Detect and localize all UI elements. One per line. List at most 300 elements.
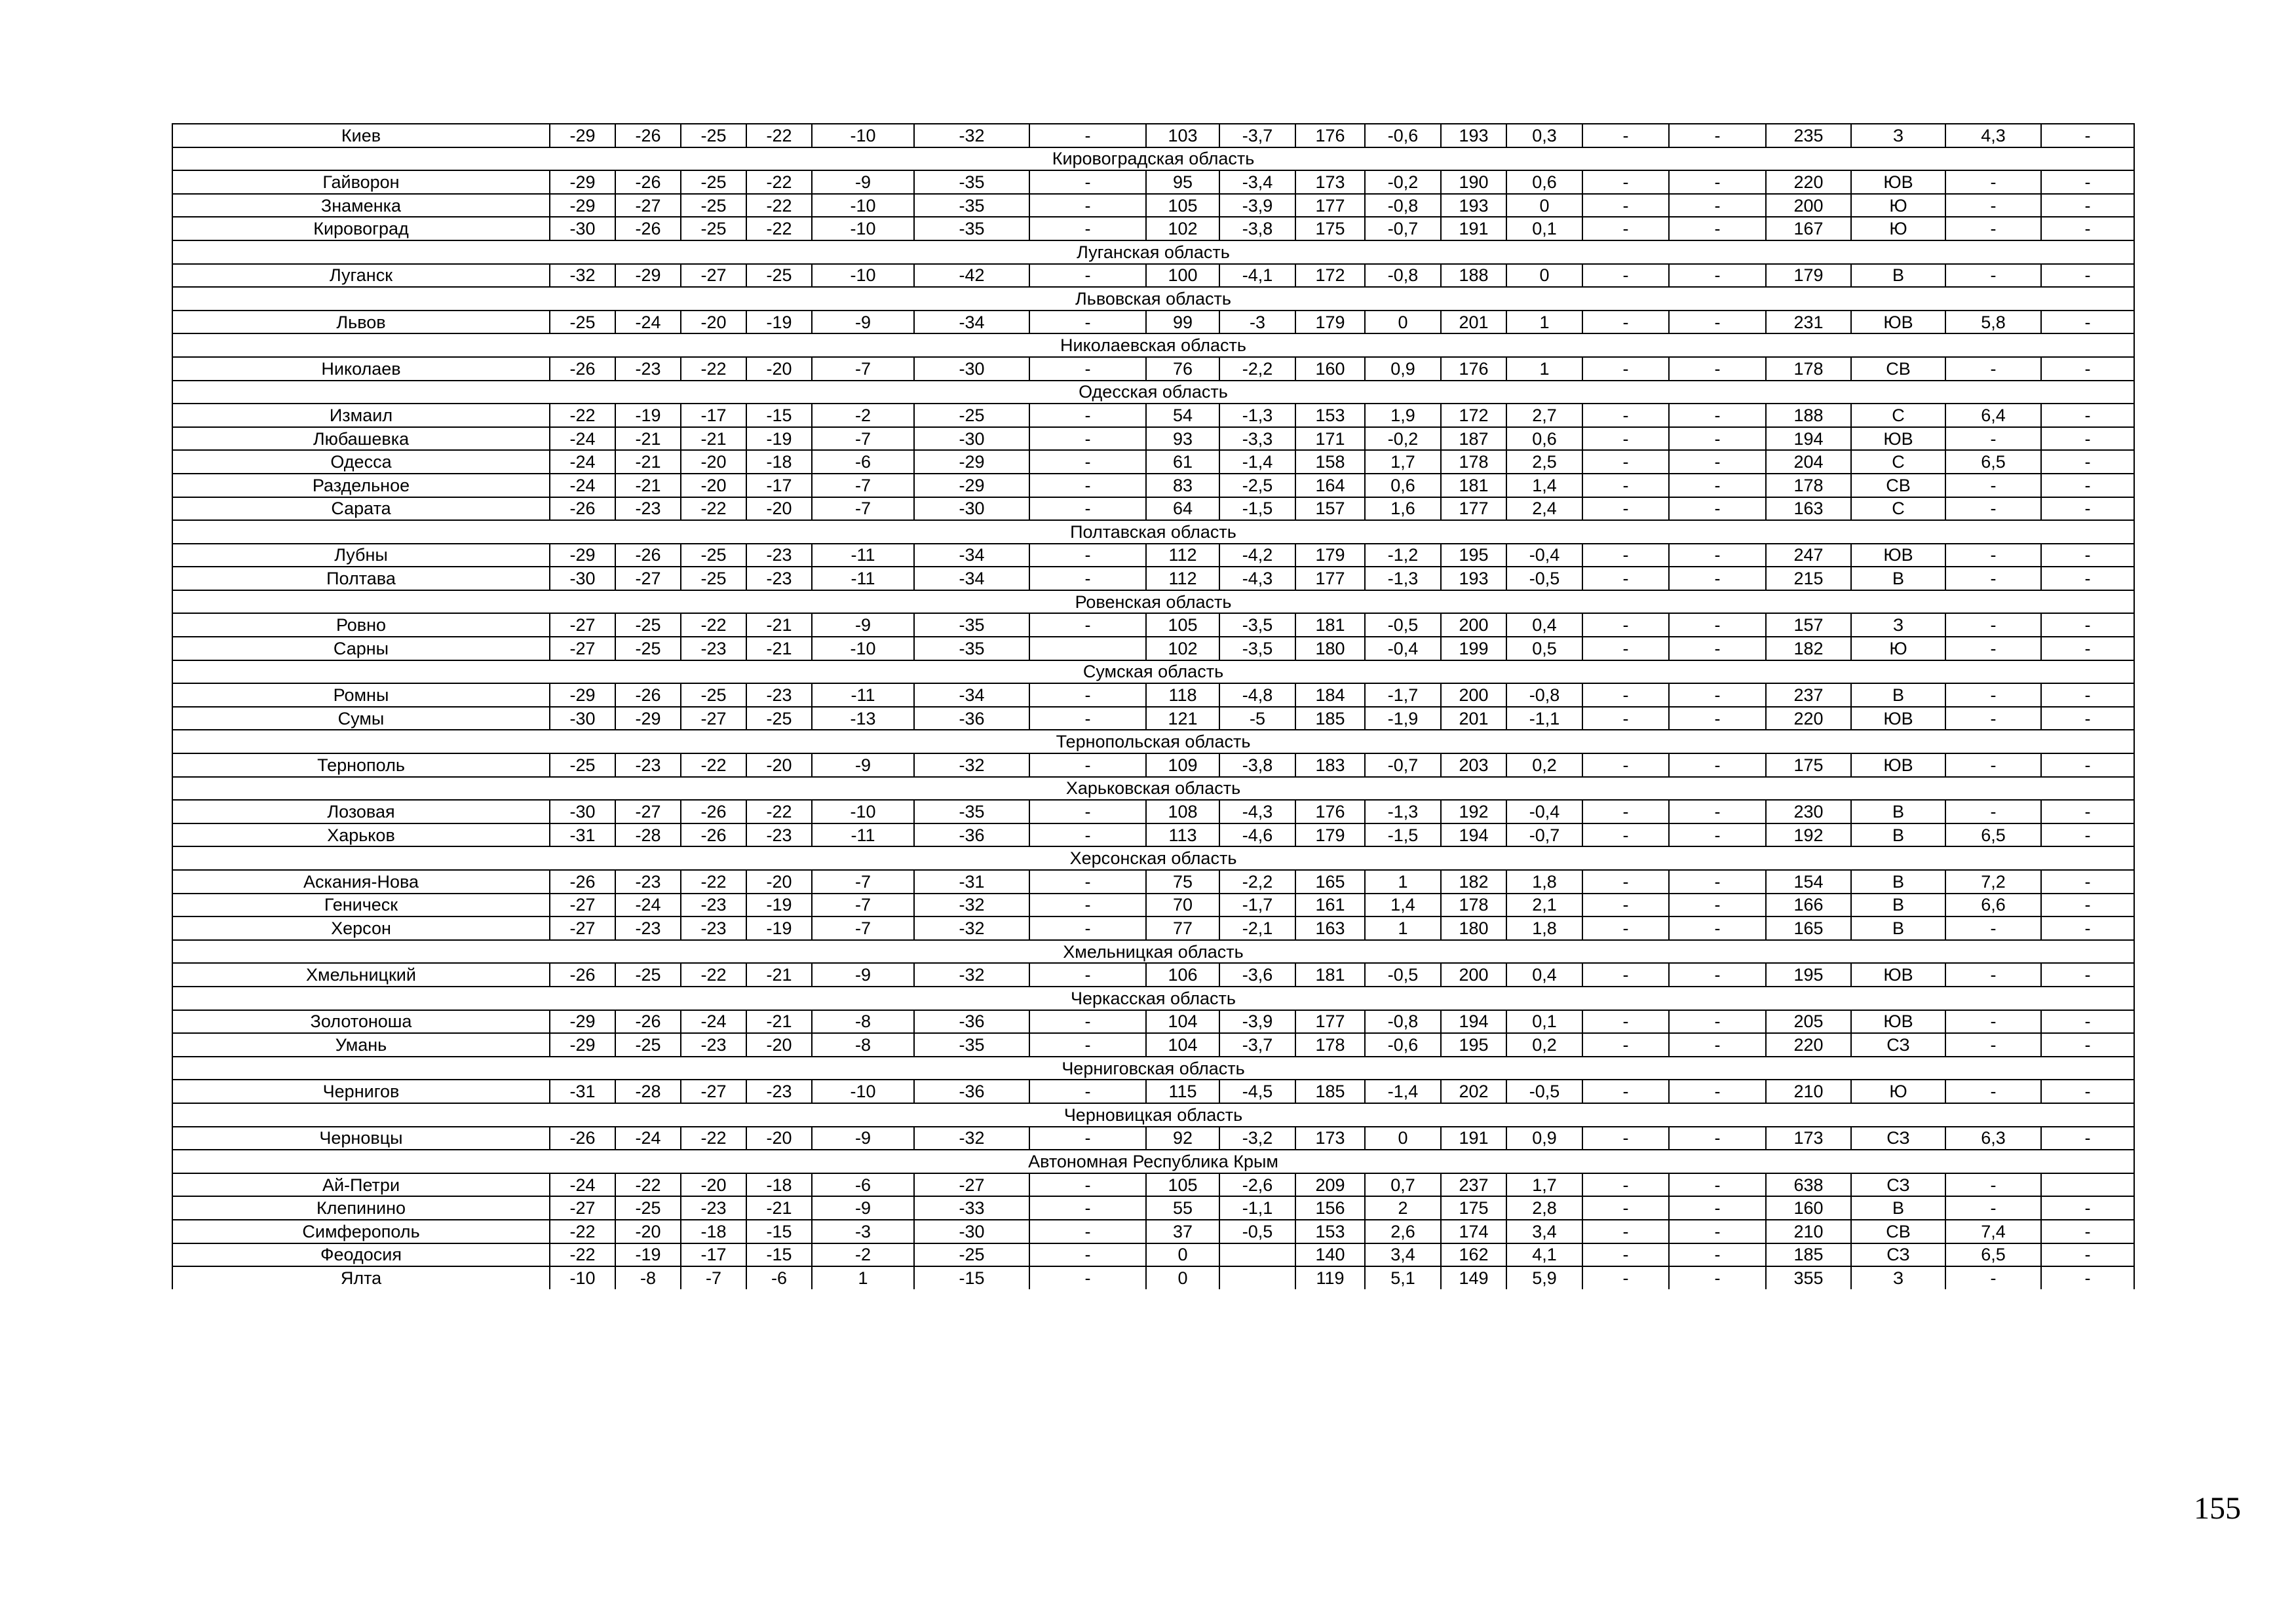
value-cell: -3,5 bbox=[1219, 613, 1295, 637]
value-cell: 176 bbox=[1295, 124, 1365, 147]
value-cell: 4,1 bbox=[1506, 1243, 1582, 1267]
value-cell: - bbox=[1029, 194, 1146, 217]
value-cell: -9 bbox=[812, 1127, 914, 1150]
value-cell: -25 bbox=[681, 544, 746, 567]
value-cell: 178 bbox=[1766, 474, 1851, 497]
value-cell: -26 bbox=[550, 963, 615, 987]
value-cell: 161 bbox=[1295, 894, 1365, 917]
value-cell: -30 bbox=[550, 800, 615, 823]
region-title: Хмельницкая область bbox=[172, 940, 2134, 964]
value-cell: - bbox=[2041, 894, 2134, 917]
value-cell: -21 bbox=[746, 1010, 812, 1034]
value-cell: 0 bbox=[1146, 1266, 1219, 1289]
value-cell: - bbox=[1669, 870, 1766, 894]
value-cell: -15 bbox=[746, 1243, 812, 1267]
value-cell: - bbox=[2041, 963, 2134, 987]
value-cell: - bbox=[1669, 404, 1766, 427]
value-cell: - bbox=[2041, 497, 2134, 521]
value-cell: - bbox=[1582, 1173, 1669, 1197]
value-cell: - bbox=[1945, 1173, 2041, 1197]
value-cell: -26 bbox=[615, 217, 681, 240]
value-cell: -31 bbox=[550, 1080, 615, 1103]
value-cell: -9 bbox=[812, 1196, 914, 1220]
value-cell: 92 bbox=[1146, 1127, 1219, 1150]
value-cell: -27 bbox=[550, 1196, 615, 1220]
value-cell: 102 bbox=[1146, 637, 1219, 660]
value-cell: 83 bbox=[1146, 474, 1219, 497]
value-cell: - bbox=[1029, 870, 1146, 894]
value-cell: -3,3 bbox=[1219, 427, 1295, 451]
value-cell: - bbox=[1945, 1033, 2041, 1057]
value-cell: -0,8 bbox=[1365, 194, 1441, 217]
value-cell: - bbox=[1669, 963, 1766, 987]
value-cell: 2,6 bbox=[1365, 1220, 1441, 1243]
value-cell: -20 bbox=[746, 357, 812, 381]
value-cell: -22 bbox=[681, 1127, 746, 1150]
value-cell: -15 bbox=[746, 1220, 812, 1243]
value-cell: 0,6 bbox=[1506, 427, 1582, 451]
value-cell: - bbox=[2041, 427, 2134, 451]
value-cell: - bbox=[1582, 963, 1669, 987]
value-cell: -20 bbox=[681, 450, 746, 474]
value-cell: - bbox=[1669, 613, 1766, 637]
value-cell: -22 bbox=[681, 963, 746, 987]
table-row bbox=[172, 613, 2134, 637]
region-title: Львовская область bbox=[172, 287, 2134, 311]
value-cell: - bbox=[2041, 1266, 2134, 1289]
value-cell: -21 bbox=[746, 1196, 812, 1220]
value-cell: -23 bbox=[681, 1033, 746, 1057]
station-name-cell: Сарны bbox=[172, 637, 550, 660]
value-cell: - bbox=[1945, 613, 2041, 637]
region-title: Полтавская область bbox=[172, 520, 2134, 544]
value-cell: -22 bbox=[681, 613, 746, 637]
station-name-cell: Ровно bbox=[172, 613, 550, 637]
value-cell: -8 bbox=[812, 1010, 914, 1034]
value-cell: -7 bbox=[812, 474, 914, 497]
value-cell: - bbox=[1945, 707, 2041, 730]
value-cell: 6,3 bbox=[1945, 1127, 2041, 1150]
value-cell: -17 bbox=[681, 404, 746, 427]
value-cell: 160 bbox=[1295, 357, 1365, 381]
value-cell: -25 bbox=[615, 637, 681, 660]
value-cell: - bbox=[2041, 1127, 2134, 1150]
value-cell: ЮВ bbox=[1851, 170, 1945, 194]
value-cell: -29 bbox=[550, 1033, 615, 1057]
value-cell: 54 bbox=[1146, 404, 1219, 427]
value-cell: 171 bbox=[1295, 427, 1365, 451]
value-cell: 5,8 bbox=[1945, 311, 2041, 334]
region-title: Одесская область bbox=[172, 381, 2134, 404]
value-cell: 181 bbox=[1295, 963, 1365, 987]
station-name-cell: Сумы bbox=[172, 707, 550, 730]
value-cell: В bbox=[1851, 894, 1945, 917]
value-cell: 1,8 bbox=[1506, 916, 1582, 940]
value-cell: -26 bbox=[550, 870, 615, 894]
station-name-cell: Любашевка bbox=[172, 427, 550, 451]
climate-table bbox=[172, 123, 2135, 1289]
value-cell: - bbox=[1945, 1010, 2041, 1034]
value-cell: 2,8 bbox=[1506, 1196, 1582, 1220]
value-cell: - bbox=[1029, 124, 1146, 147]
value-cell: 177 bbox=[1295, 567, 1365, 590]
value-cell: 210 bbox=[1766, 1080, 1851, 1103]
value-cell: -3 bbox=[812, 1220, 914, 1243]
region-title: Херсонская область bbox=[172, 846, 2134, 870]
value-cell: - bbox=[1669, 1127, 1766, 1150]
value-cell: -23 bbox=[746, 1080, 812, 1103]
value-cell: -27 bbox=[681, 264, 746, 288]
value-cell: - bbox=[1945, 1196, 2041, 1220]
value-cell: - bbox=[1029, 497, 1146, 521]
value-cell: - bbox=[2041, 404, 2134, 427]
value-cell: 191 bbox=[1441, 1127, 1506, 1150]
region-title: Луганская область bbox=[172, 240, 2134, 264]
table-row bbox=[172, 894, 2134, 917]
value-cell: 1,4 bbox=[1506, 474, 1582, 497]
table-row bbox=[172, 357, 2134, 381]
value-cell: 1 bbox=[1365, 870, 1441, 894]
value-cell: -29 bbox=[550, 124, 615, 147]
value-cell: 158 bbox=[1295, 450, 1365, 474]
value-cell: 195 bbox=[1766, 963, 1851, 987]
value-cell: - bbox=[2041, 823, 2134, 847]
value-cell: -25 bbox=[550, 753, 615, 777]
value-cell: - bbox=[1029, 357, 1146, 381]
value-cell: -1,3 bbox=[1219, 404, 1295, 427]
value-cell: - bbox=[2041, 800, 2134, 823]
value-cell: -4,3 bbox=[1219, 800, 1295, 823]
value-cell: -25 bbox=[681, 194, 746, 217]
value-cell: 175 bbox=[1441, 1196, 1506, 1220]
value-cell: -25 bbox=[681, 567, 746, 590]
value-cell: -35 bbox=[914, 1033, 1029, 1057]
value-cell: -23 bbox=[746, 567, 812, 590]
value-cell: - bbox=[1029, 1196, 1146, 1220]
value-cell: -10 bbox=[812, 800, 914, 823]
value-cell: -4,3 bbox=[1219, 567, 1295, 590]
value-cell: -2,5 bbox=[1219, 474, 1295, 497]
value-cell: 105 bbox=[1146, 194, 1219, 217]
value-cell: -34 bbox=[914, 311, 1029, 334]
table-body bbox=[172, 124, 2134, 1289]
station-name-cell: Чернигов bbox=[172, 1080, 550, 1103]
region-header-row bbox=[172, 381, 2134, 404]
region-header-row bbox=[172, 240, 2134, 264]
value-cell: 0 bbox=[1506, 264, 1582, 288]
value-cell: 220 bbox=[1766, 707, 1851, 730]
table-row bbox=[172, 264, 2134, 288]
value-cell: -1,1 bbox=[1219, 1196, 1295, 1220]
value-cell: 185 bbox=[1295, 1080, 1365, 1103]
value-cell: -29 bbox=[550, 194, 615, 217]
value-cell: -0,8 bbox=[1365, 1010, 1441, 1034]
value-cell: - bbox=[2041, 474, 2134, 497]
value-cell: -23 bbox=[615, 357, 681, 381]
station-name-cell: Тернополь bbox=[172, 753, 550, 777]
value-cell: - bbox=[1029, 217, 1146, 240]
value-cell: 162 bbox=[1441, 1243, 1506, 1267]
value-cell: - bbox=[1029, 707, 1146, 730]
value-cell: 231 bbox=[1766, 311, 1851, 334]
value-cell: - bbox=[1945, 427, 2041, 451]
value-cell: -3,8 bbox=[1219, 217, 1295, 240]
value-cell: -22 bbox=[550, 404, 615, 427]
value-cell: -29 bbox=[914, 450, 1029, 474]
value-cell: -24 bbox=[550, 450, 615, 474]
table-row bbox=[172, 823, 2134, 847]
value-cell: -1,9 bbox=[1365, 707, 1441, 730]
value-cell: -34 bbox=[914, 683, 1029, 707]
value-cell: - bbox=[1029, 1173, 1146, 1197]
value-cell: - bbox=[1945, 916, 2041, 940]
table-row bbox=[172, 1220, 2134, 1243]
value-cell: В bbox=[1851, 800, 1945, 823]
value-cell: -0,6 bbox=[1365, 1033, 1441, 1057]
value-cell: -11 bbox=[812, 544, 914, 567]
value-cell: -35 bbox=[914, 170, 1029, 194]
value-cell: -35 bbox=[914, 194, 1029, 217]
value-cell: -3,2 bbox=[1219, 1127, 1295, 1150]
value-cell: -36 bbox=[914, 1080, 1029, 1103]
value-cell: - bbox=[2041, 544, 2134, 567]
region-title: Черновицкая область bbox=[172, 1103, 2134, 1127]
value-cell: -3,9 bbox=[1219, 1010, 1295, 1034]
value-cell: 5,9 bbox=[1506, 1266, 1582, 1289]
value-cell: 193 bbox=[1441, 567, 1506, 590]
value-cell: 153 bbox=[1295, 404, 1365, 427]
value-cell: 202 bbox=[1441, 1080, 1506, 1103]
value-cell: -20 bbox=[746, 1033, 812, 1057]
station-name-cell: Ялта bbox=[172, 1266, 550, 1289]
value-cell: - bbox=[2041, 1243, 2134, 1267]
table-row bbox=[172, 1033, 2134, 1057]
value-cell: -1,4 bbox=[1365, 1080, 1441, 1103]
value-cell: -22 bbox=[681, 357, 746, 381]
value-cell: -20 bbox=[746, 497, 812, 521]
value-cell: -3,5 bbox=[1219, 637, 1295, 660]
value-cell: -23 bbox=[746, 823, 812, 847]
value-cell: -21 bbox=[615, 450, 681, 474]
value-cell: - bbox=[1582, 404, 1669, 427]
region-header-row bbox=[172, 333, 2134, 357]
value-cell: 153 bbox=[1295, 1220, 1365, 1243]
value-cell: 181 bbox=[1295, 613, 1365, 637]
value-cell: 154 bbox=[1766, 870, 1851, 894]
value-cell: -27 bbox=[681, 1080, 746, 1103]
value-cell: Ю bbox=[1851, 1080, 1945, 1103]
value-cell: - bbox=[1669, 1010, 1766, 1034]
value-cell: 1,8 bbox=[1506, 870, 1582, 894]
value-cell: 193 bbox=[1441, 124, 1506, 147]
value-cell: - bbox=[1029, 170, 1146, 194]
value-cell: 200 bbox=[1766, 194, 1851, 217]
value-cell: 118 bbox=[1146, 683, 1219, 707]
value-cell: - bbox=[2041, 1220, 2134, 1243]
value-cell: - bbox=[1669, 753, 1766, 777]
value-cell: 106 bbox=[1146, 963, 1219, 987]
value-cell: -27 bbox=[615, 567, 681, 590]
value-cell: 172 bbox=[1295, 264, 1365, 288]
value-cell: - bbox=[1582, 753, 1669, 777]
value-cell: - bbox=[1029, 963, 1146, 987]
value-cell: -32 bbox=[914, 916, 1029, 940]
value-cell: -29 bbox=[615, 707, 681, 730]
value-cell: -18 bbox=[746, 1173, 812, 1197]
value-cell: - bbox=[1669, 1266, 1766, 1289]
value-cell: -32 bbox=[914, 753, 1029, 777]
value-cell: 0,4 bbox=[1506, 613, 1582, 637]
value-cell: 235 bbox=[1766, 124, 1851, 147]
station-name-cell: Одесса bbox=[172, 450, 550, 474]
value-cell: 177 bbox=[1295, 194, 1365, 217]
value-cell: 192 bbox=[1441, 800, 1506, 823]
value-cell: В bbox=[1851, 683, 1945, 707]
value-cell: - bbox=[2041, 357, 2134, 381]
value-cell: - bbox=[1669, 311, 1766, 334]
value-cell: -22 bbox=[681, 870, 746, 894]
value-cell: 0,2 bbox=[1506, 753, 1582, 777]
value-cell: -2 bbox=[812, 1243, 914, 1267]
value-cell: Ю bbox=[1851, 637, 1945, 660]
value-cell: -2,1 bbox=[1219, 916, 1295, 940]
value-cell: 237 bbox=[1441, 1173, 1506, 1197]
value-cell: - bbox=[2041, 567, 2134, 590]
value-cell: -0,4 bbox=[1506, 544, 1582, 567]
value-cell: -0,2 bbox=[1365, 170, 1441, 194]
value-cell: - bbox=[1582, 683, 1669, 707]
value-cell: -30 bbox=[550, 707, 615, 730]
value-cell: В bbox=[1851, 567, 1945, 590]
value-cell: -29 bbox=[550, 683, 615, 707]
value-cell: -10 bbox=[812, 264, 914, 288]
table-row bbox=[172, 567, 2134, 590]
value-cell: 0,9 bbox=[1365, 357, 1441, 381]
value-cell: - bbox=[2041, 217, 2134, 240]
value-cell: -6 bbox=[746, 1266, 812, 1289]
table-row bbox=[172, 753, 2134, 777]
value-cell: -24 bbox=[550, 474, 615, 497]
value-cell: -21 bbox=[746, 637, 812, 660]
value-cell: - bbox=[1582, 567, 1669, 590]
region-header-row bbox=[172, 846, 2134, 870]
region-header-row bbox=[172, 940, 2134, 964]
value-cell: - bbox=[1945, 497, 2041, 521]
value-cell: 104 bbox=[1146, 1010, 1219, 1034]
value-cell: -10 bbox=[812, 217, 914, 240]
station-name-cell: Лозовая bbox=[172, 800, 550, 823]
value-cell: -20 bbox=[681, 474, 746, 497]
value-cell: СЗ bbox=[1851, 1243, 1945, 1267]
value-cell: -6 bbox=[812, 1173, 914, 1197]
value-cell: -11 bbox=[812, 567, 914, 590]
value-cell: - bbox=[2041, 194, 2134, 217]
value-cell: -24 bbox=[615, 894, 681, 917]
value-cell: 102 bbox=[1146, 217, 1219, 240]
value-cell: -21 bbox=[681, 427, 746, 451]
value-cell: -23 bbox=[681, 637, 746, 660]
value-cell: 179 bbox=[1295, 544, 1365, 567]
value-cell: -30 bbox=[914, 427, 1029, 451]
value-cell: - bbox=[1945, 544, 2041, 567]
value-cell: - bbox=[1945, 1266, 2041, 1289]
value-cell: -27 bbox=[914, 1173, 1029, 1197]
value-cell: -2,6 bbox=[1219, 1173, 1295, 1197]
value-cell: -31 bbox=[550, 823, 615, 847]
value-cell: 115 bbox=[1146, 1080, 1219, 1103]
value-cell: - bbox=[1582, 1220, 1669, 1243]
value-cell: - bbox=[1669, 497, 1766, 521]
region-title: Автономная Республика Крым bbox=[172, 1150, 2134, 1173]
value-cell: 200 bbox=[1441, 683, 1506, 707]
value-cell: ЮВ bbox=[1851, 1010, 1945, 1034]
station-name-cell: Феодосия bbox=[172, 1243, 550, 1267]
value-cell: - bbox=[1945, 637, 2041, 660]
value-cell: 180 bbox=[1441, 916, 1506, 940]
table-row bbox=[172, 1010, 2134, 1034]
value-cell: -22 bbox=[550, 1220, 615, 1243]
value-cell: -26 bbox=[681, 800, 746, 823]
value-cell: В bbox=[1851, 823, 1945, 847]
value-cell: 103 bbox=[1146, 124, 1219, 147]
value-cell: - bbox=[1669, 544, 1766, 567]
value-cell: 199 bbox=[1441, 637, 1506, 660]
value-cell: -28 bbox=[615, 1080, 681, 1103]
value-cell: 112 bbox=[1146, 567, 1219, 590]
value-cell: - bbox=[1582, 264, 1669, 288]
value-cell: -26 bbox=[615, 124, 681, 147]
value-cell: -27 bbox=[550, 894, 615, 917]
value-cell: 355 bbox=[1766, 1266, 1851, 1289]
value-cell: -23 bbox=[681, 916, 746, 940]
value-cell: - bbox=[1582, 427, 1669, 451]
value-cell: 173 bbox=[1295, 170, 1365, 194]
value-cell: -25 bbox=[615, 963, 681, 987]
value-cell: 182 bbox=[1441, 870, 1506, 894]
value-cell: - bbox=[1669, 1080, 1766, 1103]
value-cell: - bbox=[1945, 1080, 2041, 1103]
value-cell: 209 bbox=[1295, 1173, 1365, 1197]
value-cell: В bbox=[1851, 870, 1945, 894]
value-cell: -18 bbox=[681, 1220, 746, 1243]
value-cell: - bbox=[1945, 753, 2041, 777]
value-cell: - bbox=[1669, 567, 1766, 590]
value-cell: - bbox=[2041, 1033, 2134, 1057]
value-cell: -36 bbox=[914, 1010, 1029, 1034]
value-cell: - bbox=[1582, 707, 1669, 730]
value-cell: С bbox=[1851, 450, 1945, 474]
value-cell: - bbox=[1029, 264, 1146, 288]
value-cell: -27 bbox=[615, 194, 681, 217]
value-cell: - bbox=[1669, 264, 1766, 288]
table-row bbox=[172, 870, 2134, 894]
station-name-cell: Кировоград bbox=[172, 217, 550, 240]
value-cell: 7,2 bbox=[1945, 870, 2041, 894]
value-cell: -7 bbox=[812, 916, 914, 940]
value-cell: -7 bbox=[681, 1266, 746, 1289]
value-cell: 0 bbox=[1365, 1127, 1441, 1150]
value-cell: -1,7 bbox=[1219, 894, 1295, 917]
value-cell: 1,6 bbox=[1365, 497, 1441, 521]
value-cell: -3,7 bbox=[1219, 124, 1295, 147]
value-cell: - bbox=[1669, 800, 1766, 823]
value-cell: -1,3 bbox=[1365, 567, 1441, 590]
value-cell: В bbox=[1851, 264, 1945, 288]
value-cell: - bbox=[1669, 357, 1766, 381]
value-cell: СВ bbox=[1851, 474, 1945, 497]
value-cell: - bbox=[1669, 1173, 1766, 1197]
value-cell: - bbox=[1669, 1196, 1766, 1220]
